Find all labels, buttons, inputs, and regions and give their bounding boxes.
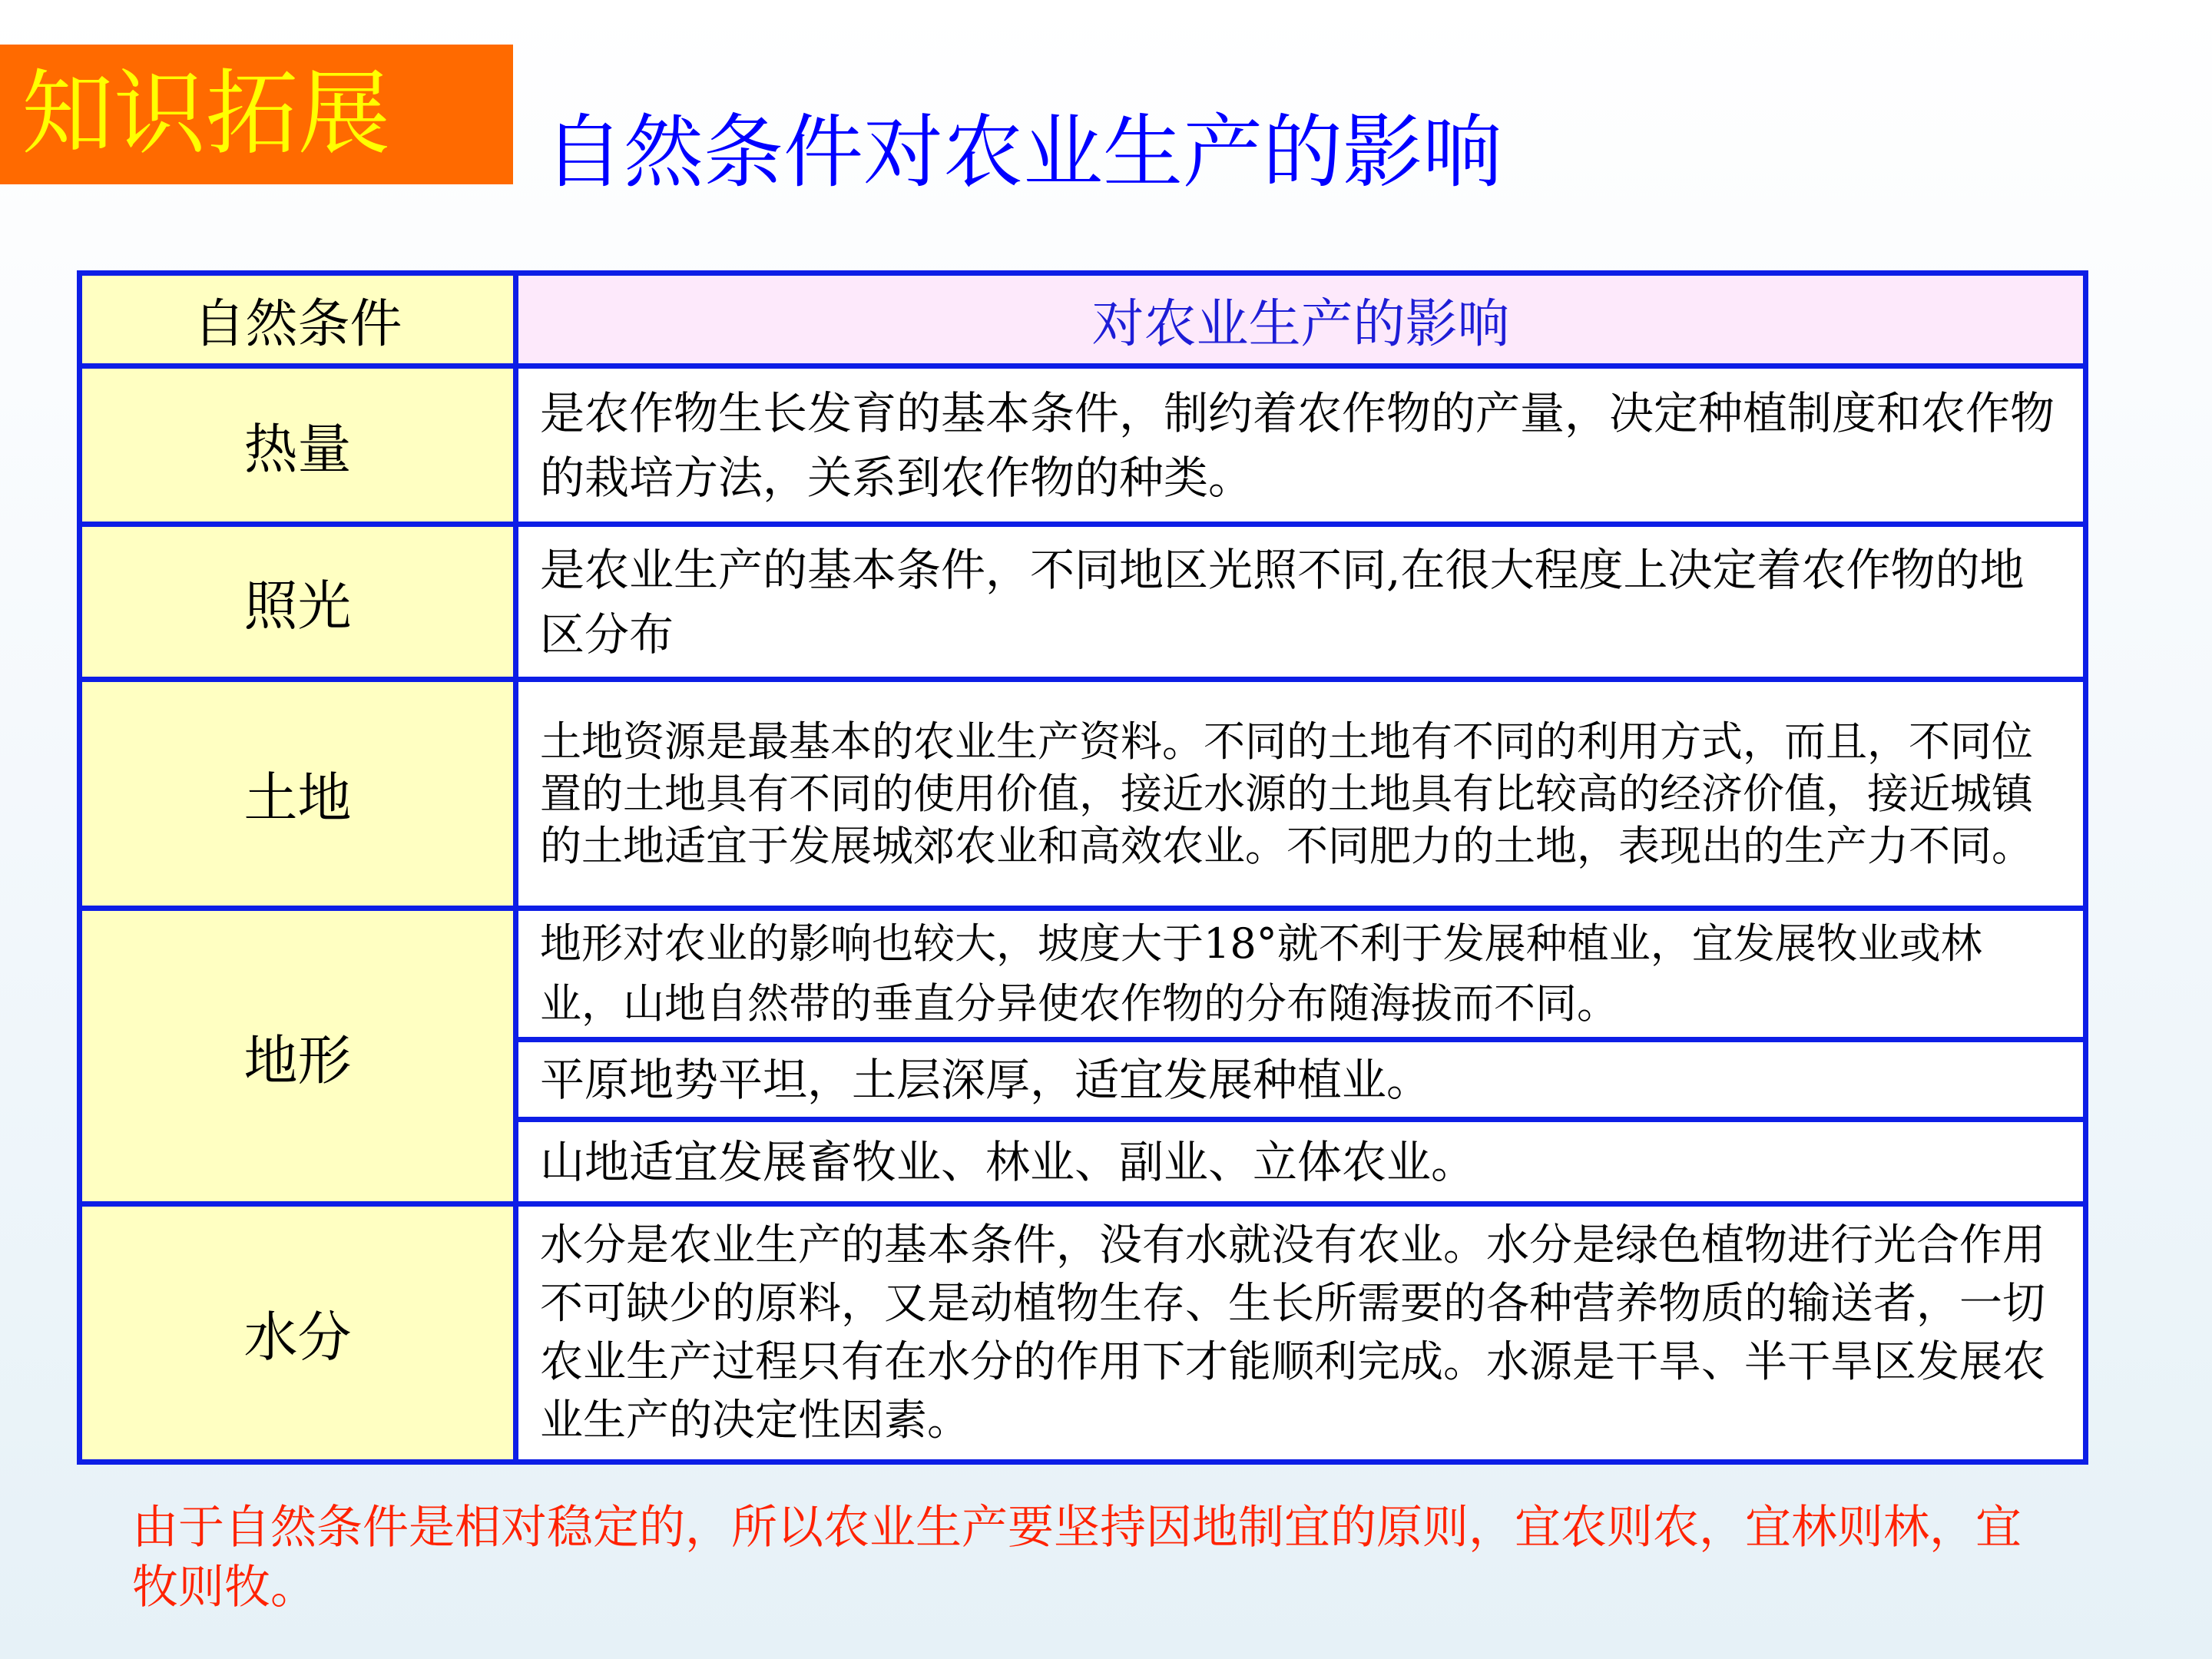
condition-light: 照光 — [80, 525, 516, 680]
effect-water: 水分是农业生产的基本条件，没有水就没有农业。水分是绿色植物进行光合作用不可缺少的原料，又是动植物生存、生长所需要的各种营养物质的输送者，一切农业生产过程只有在水分的作用下才能顺利完成。水源是干旱、半干旱区发展农业生产的决定性因素。 — [516, 1204, 2086, 1462]
table-header-row — [80, 273, 2086, 366]
condition-terrain: 地形 — [80, 909, 516, 1204]
table-row — [80, 366, 2086, 525]
table-row — [80, 525, 2086, 680]
header-effect: 对农业生产的影响 — [516, 273, 2086, 366]
effect-terrain-plain: 平原地势平坦，土层深厚，适宜发展种植业。 — [516, 1040, 2086, 1120]
effect-heat: 是农作物生长发育的基本条件，制约着农作物的产量，决定种植制度和农作物的栽培方法，关系到农作物的种类。 — [516, 366, 2086, 525]
condition-water: 水分 — [80, 1204, 516, 1462]
table-row — [80, 909, 2086, 1040]
table-row — [80, 1204, 2086, 1462]
effect-light: 是农业生产的基本条件，不同地区光照不同,在很大程度上决定着农作物的地区分布 — [516, 525, 2086, 680]
header-condition: 自然条件 — [80, 273, 516, 366]
effect-terrain-slope: 地形对农业的影响也较大，坡度大于18°就不利于发展种植业，宜发展牧业或林业，山地自然带的垂直分异使农作物的分布随海拔而不同。 — [516, 909, 2086, 1040]
effect-land: 土地资源是最基本的农业生产资料。不同的土地有不同的利用方式，而且，不同位置的土地具有不同的使用价值，接近水源的土地具有比较高的经济价值，接近城镇的土地适宜于发展城郊农业和高效农业。不同肥力的土地，表现出的生产力不同。 — [516, 680, 2086, 909]
table-row — [80, 680, 2086, 909]
condition-heat: 热量 — [80, 366, 516, 525]
conclusion-note: 由于自然条件是相对稳定的，所以农业生产要坚持因地制宜的原则，宜农则农，宜林则林，宜牧则牧。 — [132, 1501, 2022, 1614]
condition-land: 土地 — [80, 680, 516, 909]
page-title: 自然条件对农业生产的影响 — [544, 105, 1503, 199]
conditions-table — [77, 270, 2088, 1465]
effect-terrain-mountain: 山地适宜发展畜牧业、林业、副业、立体农业。 — [516, 1120, 2086, 1204]
section-badge: 知识拓展 — [0, 45, 513, 184]
